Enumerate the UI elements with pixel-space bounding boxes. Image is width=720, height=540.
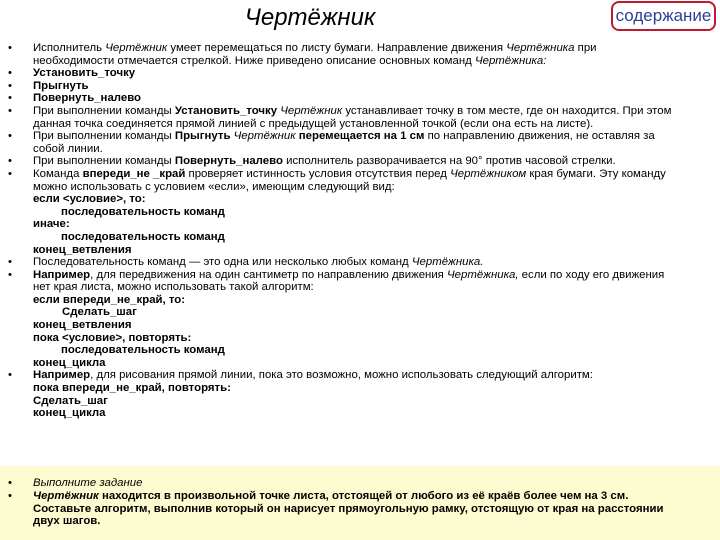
bullet: • — [8, 268, 12, 281]
list-item: • Последовательность команд — это одна или несколько любых команд Чертёжника. — [8, 256, 484, 269]
list-item — [0, 67, 720, 80]
bullet: • — [8, 130, 12, 143]
list-item: • Например, для рисования прямой линии, пока это возможно, можно использовать следующий алгоритм: — [8, 369, 593, 382]
task-heading: Выполните задание — [33, 477, 143, 489]
bullet: • — [8, 489, 12, 502]
task-heading-item — [0, 477, 720, 490]
list-item-continued: необходимости отмечается стрелкой. Ниже приведено описание основных команд Чертёжника: — [33, 54, 547, 67]
code-line: Сделать_шаг — [62, 306, 137, 319]
bullet: • — [8, 79, 12, 92]
bullet: • — [8, 369, 12, 382]
bullet: • — [8, 477, 12, 489]
task-content — [0, 477, 720, 528]
code-line: иначе: — [33, 218, 70, 231]
code-line: конец_ветвления — [33, 243, 132, 256]
list-item-continued: нет края листа, можно использовать такой алгоритм: — [33, 281, 314, 294]
code-line: конец_ветвления — [33, 319, 132, 332]
task-text-item: • Чертёжник находится в произвольной точке листа, отстоящей от любого из её краёв более чем на 3 см. — [8, 489, 629, 502]
command-name: Прыгнуть — [33, 79, 89, 92]
list-item — [0, 80, 720, 93]
code-line: если <условие>, то: — [33, 193, 146, 206]
code-line: последовательность команд — [61, 230, 225, 243]
bullet: • — [8, 104, 12, 117]
bullet: • — [8, 42, 12, 54]
list-item: • Команда впереди_не _край проверяет истинность условия отсутствия перед Чертёжником края бумаги. Эту команду — [8, 167, 666, 180]
bullet: • — [8, 167, 12, 180]
task-text-continued: двух шагов. — [33, 515, 101, 528]
list-item — [0, 92, 720, 105]
command-name: Повернуть_налево — [33, 92, 142, 105]
bullet: • — [8, 155, 12, 168]
bullet: • — [8, 92, 12, 105]
code-line: Сделать_шаг — [33, 394, 108, 407]
list-item-continued: собой линии. — [33, 142, 103, 155]
list-item-continued: можно использовать с условием «если», имеющим следующий вид: — [33, 180, 395, 193]
list-item: • При выполнении команды Повернуть_налево исполнитель разворачивается на 90° против часовой стрелки. — [8, 155, 616, 168]
contents-button[interactable]: содержание — [611, 1, 716, 31]
code-line: конец_цикла — [33, 356, 106, 369]
task-text-continued: Составьте алгоритм, выполнив который он нарисует прямоугольную рамку, отстоящую от края на расстоянии — [33, 502, 664, 515]
code-line: последовательность команд — [61, 205, 225, 218]
main-content — [0, 42, 720, 420]
list-item: • При выполнении команды Установить_точку Чертёжник устанавливает точку в том месте, где он находится. При этом — [8, 104, 672, 117]
code-line: конец_цикла — [33, 407, 106, 420]
page-title: Чертёжник — [244, 4, 376, 31]
list-item: • Например, для передвижения на один сантиметр по направлению движения Чертёжника, если по ходу его движения — [8, 268, 665, 281]
code-line: последовательность команд — [61, 344, 225, 357]
code-line: если впереди_не_край, то: — [33, 293, 186, 306]
list-item-continued: данная точка соединяется прямой линией с предыдущей установленной точкой (если она есть на листе). — [33, 117, 594, 130]
bullet: • — [8, 67, 12, 80]
list-item: • При выполнении команды Прыгнуть Чертёжник перемещается на 1 см по направлению движения, не оставляя за — [8, 130, 655, 143]
code-line: пока <условие>, повторять: — [33, 331, 192, 344]
code-line: пока впереди_не_край, повторять: — [33, 382, 231, 395]
bullet: • — [8, 256, 12, 269]
list-item: • Исполнитель Чертёжник умеет перемещаться по листу бумаги. Направление движения Чертёжника при — [8, 42, 597, 54]
command-name: Установить_точку — [33, 67, 136, 80]
